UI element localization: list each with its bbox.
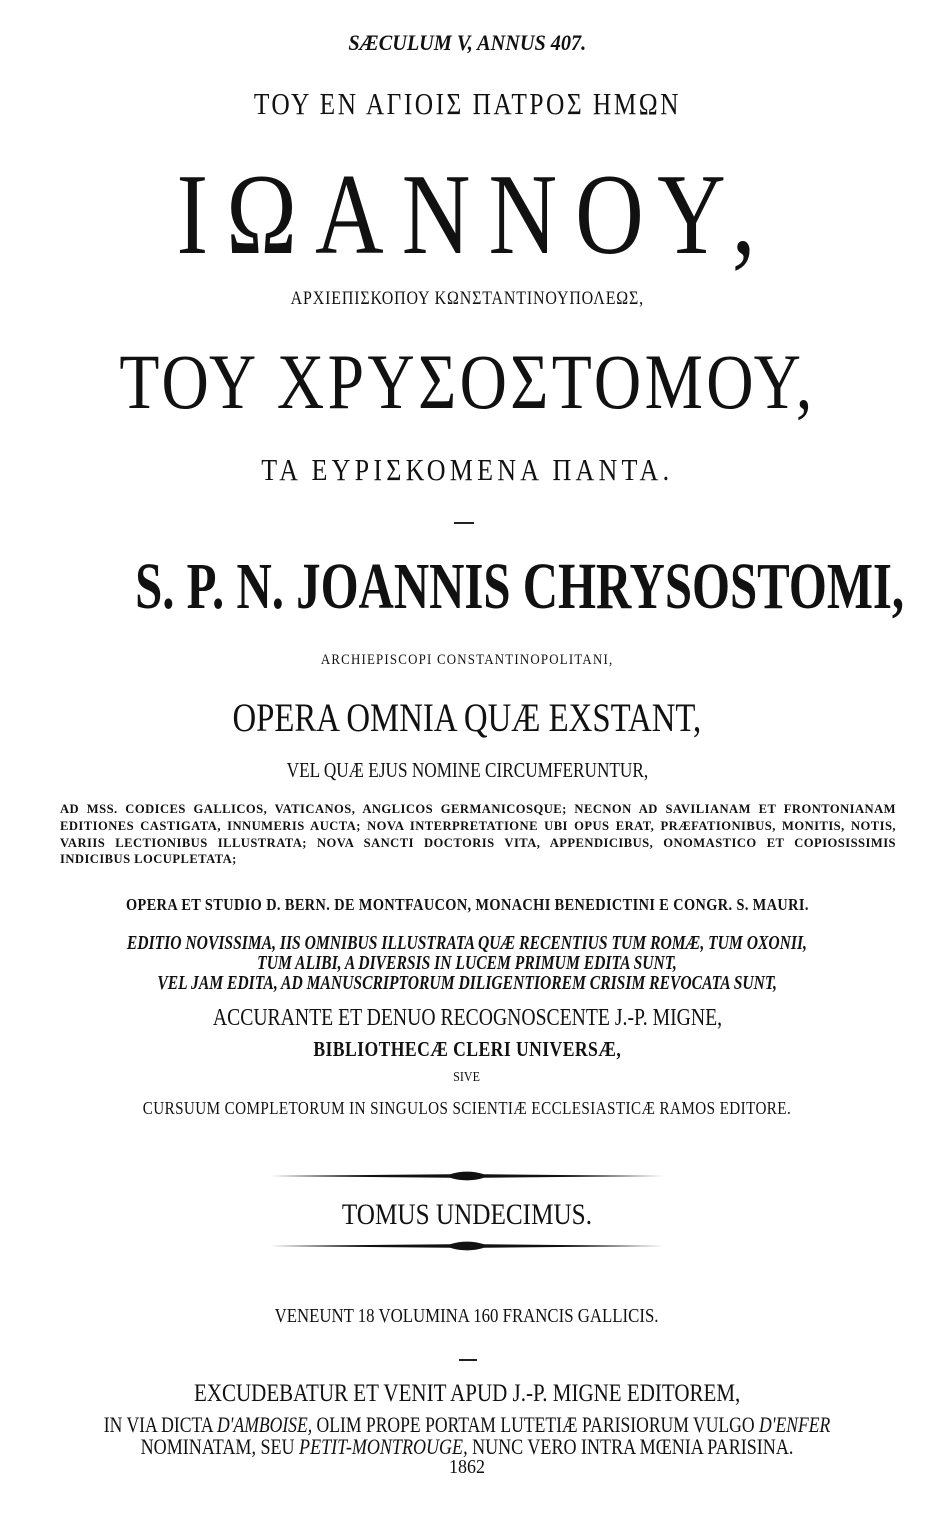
editio-line-2: TUM ALIBI, A DIVERSIS IN LUCEM PRIMUM EDITA SUNT, [257,952,677,974]
divider-dash-2 [459,1359,477,1361]
greek-chrysostom: ΤΟΥ ΧΡΥΣΟΣΤΟΜΟΥ, [118,338,816,425]
editio-line-1: EDITIO NOVISSIMA, IIS OMNIBUS ILLUSTRATA QUÆ RECENTIUS TUM ROMÆ, TUM OXONII, [126,932,808,954]
greek-all: ΤΑ ΕΥΡΙΣΚΟΜΕΝΑ ΠΑΝΤΑ. [260,452,674,487]
saeculum-line: SÆCULUM V, ANNUS 407. [348,30,586,55]
studio-line: OPERA ET STUDIO D. BERN. DE MONTFAUCON, MONACHI BENEDICTINI E CONGR. S. MAURI. [125,895,809,914]
excudebatur-line: EXCUDEBATUR ET VENIT APUD J.-P. MIGNE EDITOREM, [193,1380,741,1407]
vel-line: VEL QUÆ EJUS NOMINE CIRCUMFERUNTUR, [286,758,648,782]
address-line-1: IN VIA DICTA D'AMBOISE, OLIM PROPE PORTAM LUTETIÆ PARISIORUM VULGO D'ENFER [103,1412,831,1437]
latin-archbishop: ARCHIEPISCOPI CONSTANTINOPOLITANI, [320,652,614,668]
greek-name: ΙΩΑΝΝΟΥ, [176,151,774,279]
description-paragraph: AD MSS. CODICES GALLICOS, VATICANOS, ANGLICOS GERMANICOSQUE; NECNON AD SAVILIANAM ET FRONTONIANAM EDITIONES CASTIGATA, INNUMERIS AUCTA; NOVA INTERPRETATIONE UBI OPUS ERAT, PRÆFATIONIBUS, MONITIS, NOTIS, VARIIS LECTIONIBUS ILLUSTRATA; NOVA SANCTI DOCTORIS VITA, APPENDICIBUS, ONOMASTICO ET COPIOSISSIMIS INDICIBUS LOCUPLETATA; [60,802,896,867]
greek-archbishop: ΑΡΧΙΕΠΙΣΚΟΠΟΥ ΚΩΝΣΤΑΝΤΙΝΟΥΠΟΛΕΩΣ, [290,288,644,309]
ornamental-rule-top [270,1167,664,1185]
cursuum-line: CURSUUM COMPLETORUM IN SINGULOS SCIENTIÆ ECCLESIASTICÆ RAMOS EDITORE. [142,1098,792,1118]
editio-line-3: VEL JAM EDITA, AD MANUSCRIPTORUM DILIGENTIOREM CRISIM REVOCATA SUNT, [157,972,777,994]
greek-prelude: ΤΟΥ ΕΝ ΑΓΙΟΙΣ ΠΑΤΡΟΣ ΗΜΩΝ [253,86,681,121]
divider-dash [454,522,474,524]
bibliotheca-line: BIBLIOTHECÆ CLERI UNIVERSÆ, [313,1037,621,1061]
year-line: 1862 [449,1456,485,1478]
address-line-2: NOMINATAM, SEU PETIT-MONTROUGE, NUNC VERO INTRA MŒNIA PARISINA. [140,1434,794,1459]
sive-line: SIVE [453,1070,481,1085]
tomus-line: TOMUS UNDECIMUS. [341,1198,593,1231]
opera-omnia: OPERA OMNIA QUÆ EXSTANT, [232,695,702,740]
veneunt-line: VENEUNT 18 VOLUMINA 160 FRANCIS GALLICIS. [275,1305,659,1327]
latin-name: S. P. N. JOANNIS CHRYSOSTOMI, [135,550,905,623]
ornamental-rule-bottom [270,1237,664,1255]
accurante-line: ACCURANTE ET DENUO RECOGNOSCENTE J.-P. MIGNE, [212,1005,722,1031]
